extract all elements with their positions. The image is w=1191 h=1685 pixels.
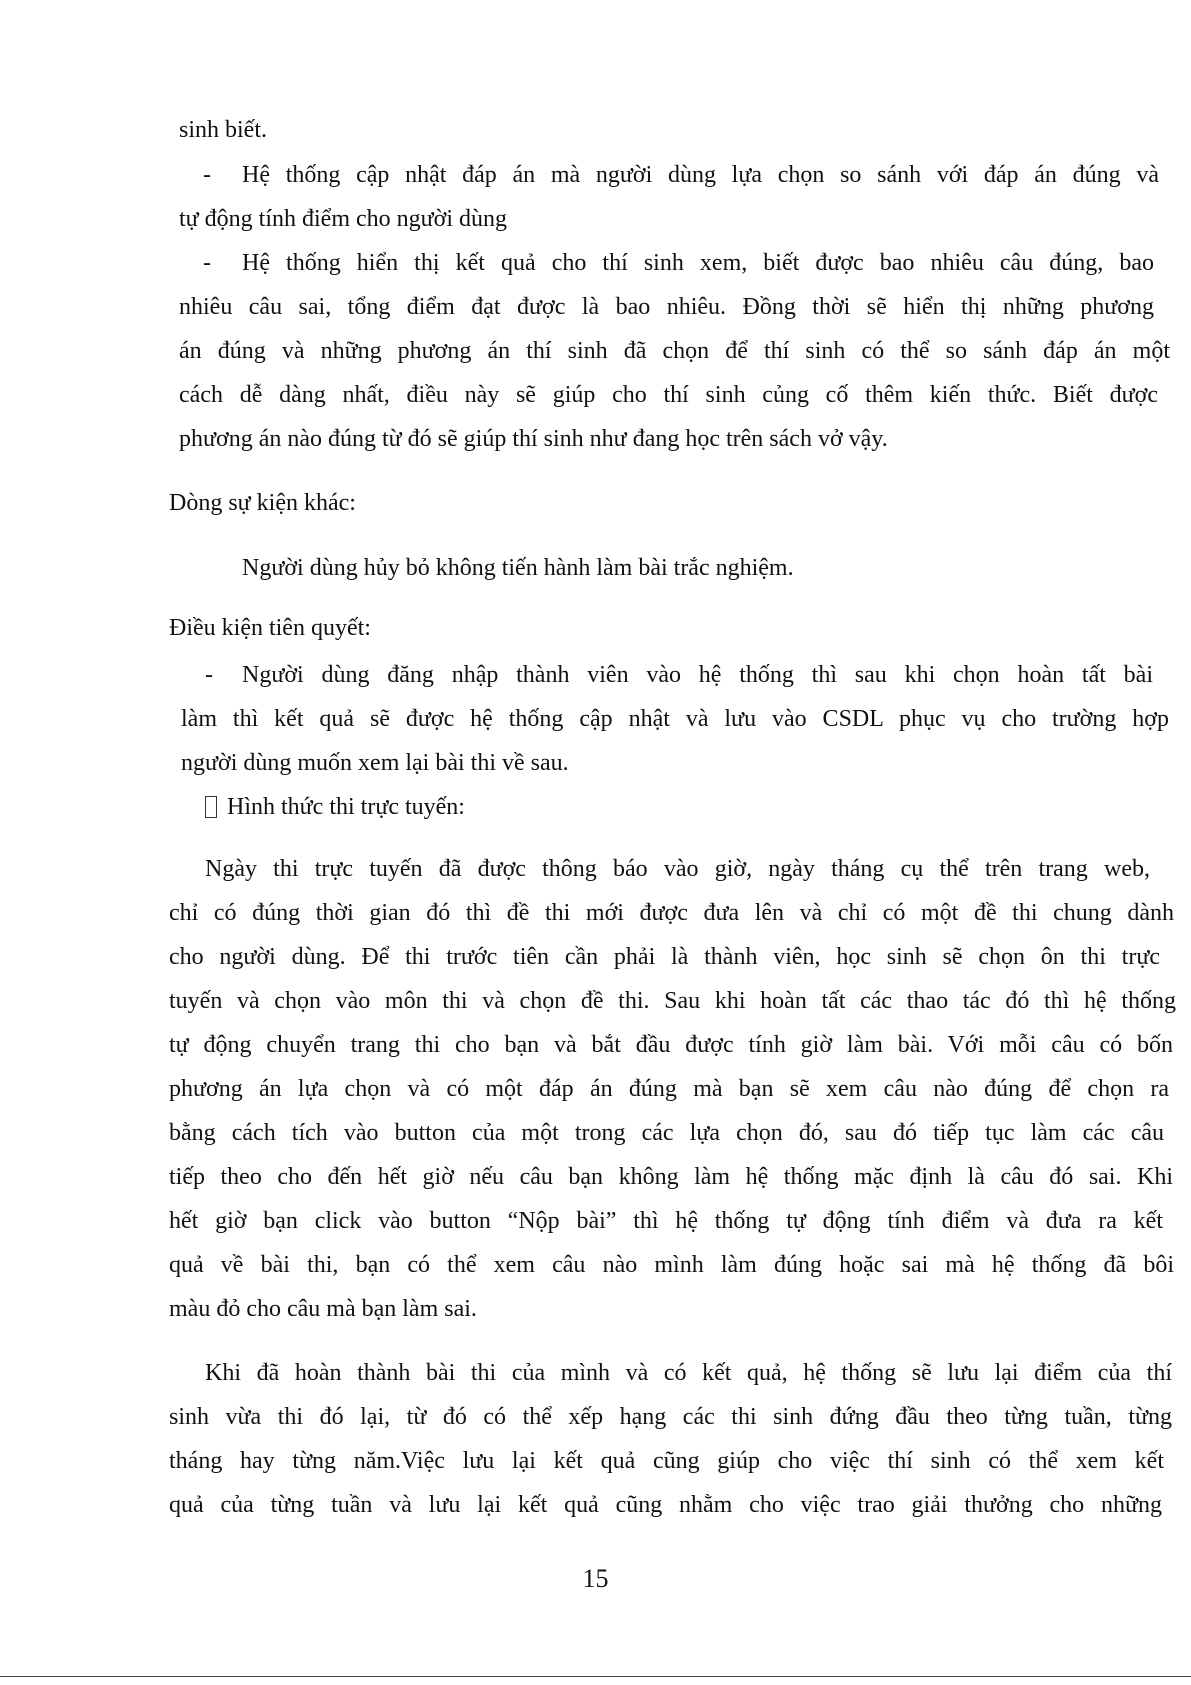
text-line: Hệ thống cập nhật đáp án mà người dùng lựa chọn so sánh với đáp án đúng và: [242, 162, 1159, 188]
text-line: phương án nào đúng từ đó sẽ giúp thí sinh như đang học trên sách vở vậy.: [179, 426, 888, 452]
text-line: tự động tính điểm cho người dùng: [179, 206, 508, 232]
text-line: cho người dùng. Để thi trước tiên cần phải là thành viên, học sinh sẽ chọn ôn thi trực: [169, 944, 1160, 970]
subsection-heading: Hình thức thi trực tuyến:: [227, 794, 465, 820]
text-line: tuyến và chọn vào môn thi và chọn đề thi. Sau khi hoàn tất các thao tác đó thì hệ thống: [169, 988, 1176, 1014]
text-line: màu đỏ cho câu mà bạn làm sai.: [169, 1296, 477, 1322]
list-dash: -: [203, 162, 211, 188]
text-line: bằng cách tích vào button của một trong các lựa chọn đó, sau đó tiếp tục làm các câu: [169, 1120, 1164, 1146]
text-line: Hệ thống hiển thị kết quả cho thí sinh xem, biết được bao nhiêu câu đúng, bao: [242, 250, 1154, 276]
text-line: chỉ có đúng thời gian đó thì đề thi mới được đưa lên và chỉ có một đề thi chung dành: [169, 900, 1174, 926]
text-line: phương án lựa chọn và có một đáp án đúng mà bạn sẽ xem câu nào đúng để chọn ra: [169, 1076, 1169, 1102]
text-line: Người dùng đăng nhập thành viên vào hệ thống thì sau khi chọn hoàn tất bài: [242, 662, 1153, 688]
text-line: tiếp theo cho đến hết giờ nếu câu bạn không làm hệ thống mặc định là câu đó sai. Khi: [169, 1164, 1173, 1190]
section-label: Điều kiện tiên quyết:: [169, 615, 371, 641]
text-line: hết giờ bạn click vào button “Nộp bài” thì hệ thống tự động tính điểm và đưa ra kết: [169, 1208, 1163, 1234]
text-line: Người dùng hủy bỏ không tiến hành làm bài trắc nghiệm.: [242, 555, 794, 581]
text-line: sinh biết.: [179, 117, 267, 143]
missing-glyph-box: [205, 796, 217, 818]
text-line: quả về bài thi, bạn có thể xem câu nào mình làm đúng hoặc sai mà hệ thống đã bôi: [169, 1252, 1174, 1278]
text-line: sinh vừa thi đó lại, từ đó có thể xếp hạng các thi sinh đứng đầu theo từng tuần, từng: [169, 1404, 1172, 1430]
text-line: Khi đã hoàn thành bài thi của mình và có kết quả, hệ thống sẽ lưu lại điểm của thí: [205, 1360, 1172, 1386]
text-line: làm thì kết quả sẽ được hệ thống cập nhật và lưu vào CSDL phục vụ cho trường hợp: [181, 706, 1169, 732]
text-line: tự động chuyển trang thi cho bạn và bắt đầu được tính giờ làm bài. Với mỗi câu có bốn: [169, 1032, 1173, 1058]
text-line: Ngày thi trực tuyến đã được thông báo vào giờ, ngày tháng cụ thể trên trang web,: [205, 856, 1150, 882]
text-line: án đúng và những phương án thí sinh đã chọn để thí sinh có thể so sánh đáp án một: [179, 338, 1170, 364]
text-line: nhiêu câu sai, tổng điểm đạt được là bao nhiêu. Đồng thời sẽ hiển thị những phương: [179, 294, 1154, 320]
text-line: cách dễ dàng nhất, điều này sẽ giúp cho thí sinh củng cố thêm kiến thức. Biết được: [179, 382, 1158, 408]
footer-divider: [0, 1676, 1191, 1677]
text-line: tháng hay từng năm.Việc lưu lại kết quả cũng giúp cho việc thí sinh có thể xem kết: [169, 1448, 1164, 1474]
text-line: quả của từng tuần và lưu lại kết quả cũng nhằm cho việc trao giải thưởng cho những: [169, 1492, 1162, 1518]
section-label: Dòng sự kiện khác:: [169, 490, 356, 516]
text-line: người dùng muốn xem lại bài thi về sau.: [181, 750, 569, 776]
page-number: 15: [582, 1564, 609, 1593]
list-dash: -: [205, 662, 213, 688]
list-dash: -: [203, 250, 211, 276]
